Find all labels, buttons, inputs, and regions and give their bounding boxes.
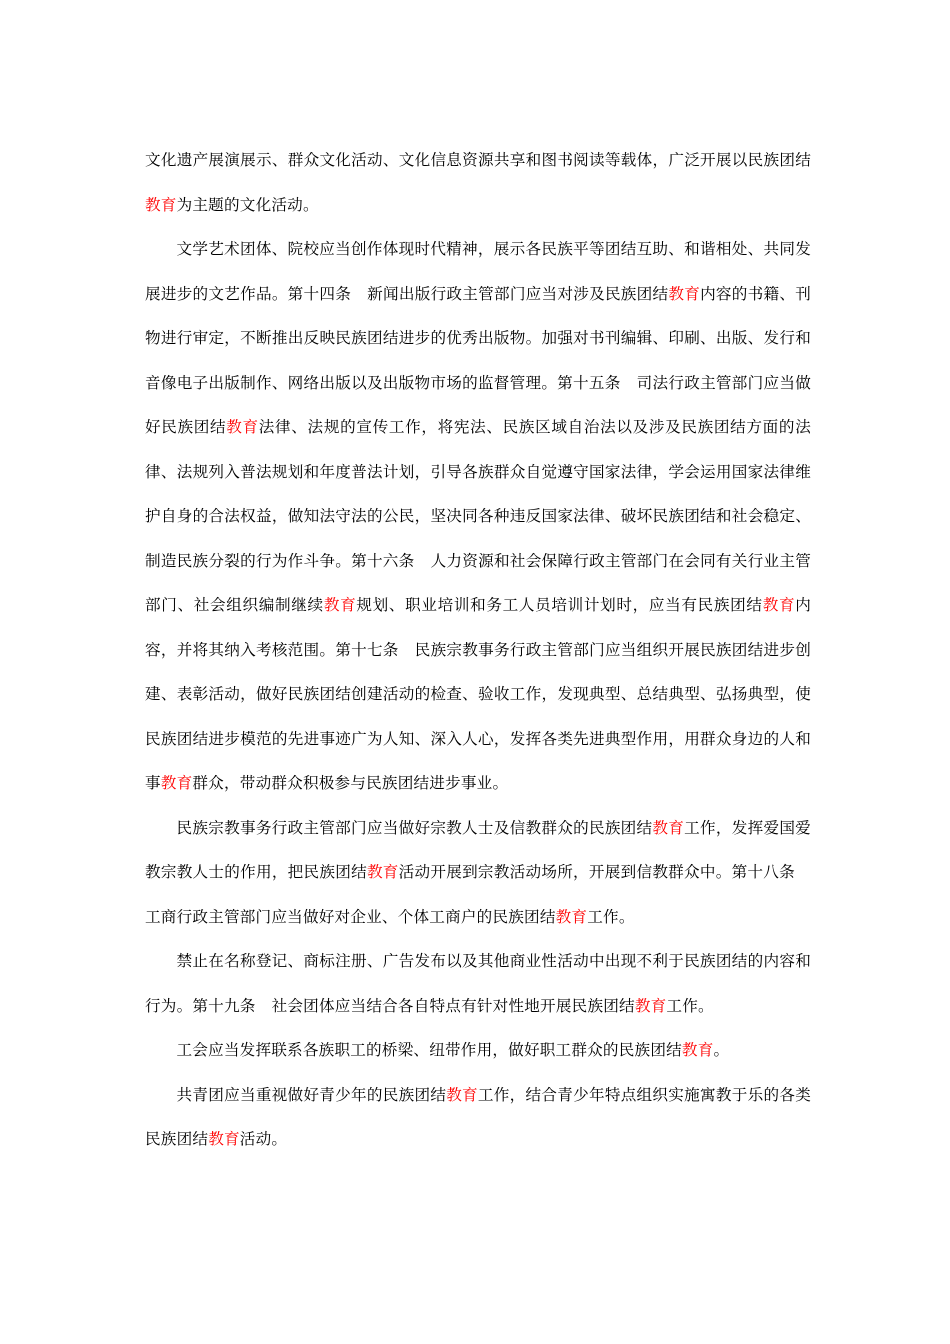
text-segment: 内容，并将其纳入考核范围。第十七条: [145, 596, 811, 659]
highlighted-term: 教育: [681, 1041, 714, 1059]
text-segment: 共青团应当重视做好青少年的民族团结: [176, 1085, 447, 1104]
text-segment: 社会团体应当结合各自特点有针对性地开展民族团结: [271, 996, 635, 1015]
text-segment: 为主题的文化活动。: [176, 195, 319, 214]
highlighted-term: 教育: [652, 818, 685, 837]
highlighted-term: 教育: [145, 195, 177, 214]
highlighted-term: 教育: [668, 284, 701, 303]
text-segment: 禁止在名称登记、商标注册、广告发布以及其他商业性活动中出现不利于民族团结的内容和行为。第十九条: [145, 952, 811, 1015]
highlighted-term: 教育: [555, 907, 588, 926]
text-segment: 工作。: [666, 996, 714, 1015]
highlighted-term: 教育: [634, 996, 667, 1015]
text-segment: 民族宗教事务行政主管部门应当组织开展民族团结进步创建、表彰活动，做好民族团结创建活动的检查、验收工作，发现典型、总结典型、弘扬典型，使民族团结进步模范的先进事迹广为人知、深入人心，发挥各类先进典型作用，用群众身边的人和事: [145, 640, 811, 792]
document-body: [145, 138, 811, 1162]
text-segment: 群众，带动群众积极参与民族团结进步事业。: [192, 774, 509, 792]
highlighted-term: 教育: [446, 1085, 478, 1104]
text-segment: 民族宗教事务行政主管部门应当做好宗教人士及信教群众的民族团结: [176, 818, 653, 837]
highlighted-term: 教育: [226, 418, 259, 436]
text-segment: 活动。: [239, 1130, 288, 1148]
text-segment: 工商行政主管部门应当做好对企业、个体工商户的民族团结: [145, 907, 556, 926]
paragraph: [145, 1028, 811, 1073]
text-segment: 法律、法规的宣传工作，将宪法、民族区域自治法以及涉及民族团结方面的法律、法规列入普法规划和年度普法计划，引导各族群众自觉遵守国家法律，学会运用国家法律维护自身的合法权益，做知法守法的公民，坚决同各种违反国家法律、破坏民族团结和社会稳定、制造民族分裂的行为作斗争。第十六条: [145, 418, 811, 570]
text-segment: 文化遗产展演展示、群众文化活动、文化信息资源共享和图书阅读等载体，广泛开展以民族团结: [145, 151, 811, 169]
highlighted-term: 教育: [160, 774, 193, 792]
highlighted-term: 教育: [366, 863, 399, 881]
highlighted-term: 教育: [762, 596, 796, 614]
text-segment: 司法行政主管部门应当做好民族团结: [145, 373, 811, 436]
paragraph: [145, 138, 811, 227]
text-segment: 活动开展到宗教活动场所，开展到信教群众中。第十八条: [398, 863, 795, 881]
highlighted-term: 教育: [323, 596, 357, 614]
text-segment: 工会应当发挥联系各族职工的桥梁、纽带作用，做好职工群众的民族团结: [176, 1041, 682, 1059]
text-segment: 文学艺术团体、院校应当创作体现时代精神，展示各民族平等团结互助、和谐相处、共同发展进步的文艺作品。第十四条: [145, 240, 811, 303]
text-segment: 工作，结合青少年特点组织实施寓教于乐的各类民族团结: [145, 1085, 811, 1148]
text-segment: 内容的书籍、刊物进行审定，不断推出反映民族团结进步的优秀出版物。加强对书刊编辑、印刷、出版、发行和音像电子出版制作、网络出版以及出版物市场的监督管理。第十五条: [145, 284, 811, 392]
text-segment: 新闻出版行政主管部门应当对涉及民族团结: [367, 284, 669, 303]
text-segment: 规划、职业培训和务工人员培训计划时，应当有民族团结: [356, 596, 763, 614]
paragraph: [145, 939, 811, 1028]
text-segment: 工作。: [587, 907, 635, 926]
paragraph: [145, 1073, 811, 1162]
highlighted-term: 教育: [208, 1130, 240, 1148]
paragraph: [145, 806, 811, 940]
text-segment: 工作，发挥爱国爱教宗教人士的作用，把民族团结: [145, 818, 811, 881]
paragraph: [145, 227, 811, 806]
text-segment: 。: [713, 1041, 730, 1059]
text-segment: 人力资源和社会保障行政主管部门在会同有关行业主管部门、社会组织编制继续: [145, 551, 811, 614]
